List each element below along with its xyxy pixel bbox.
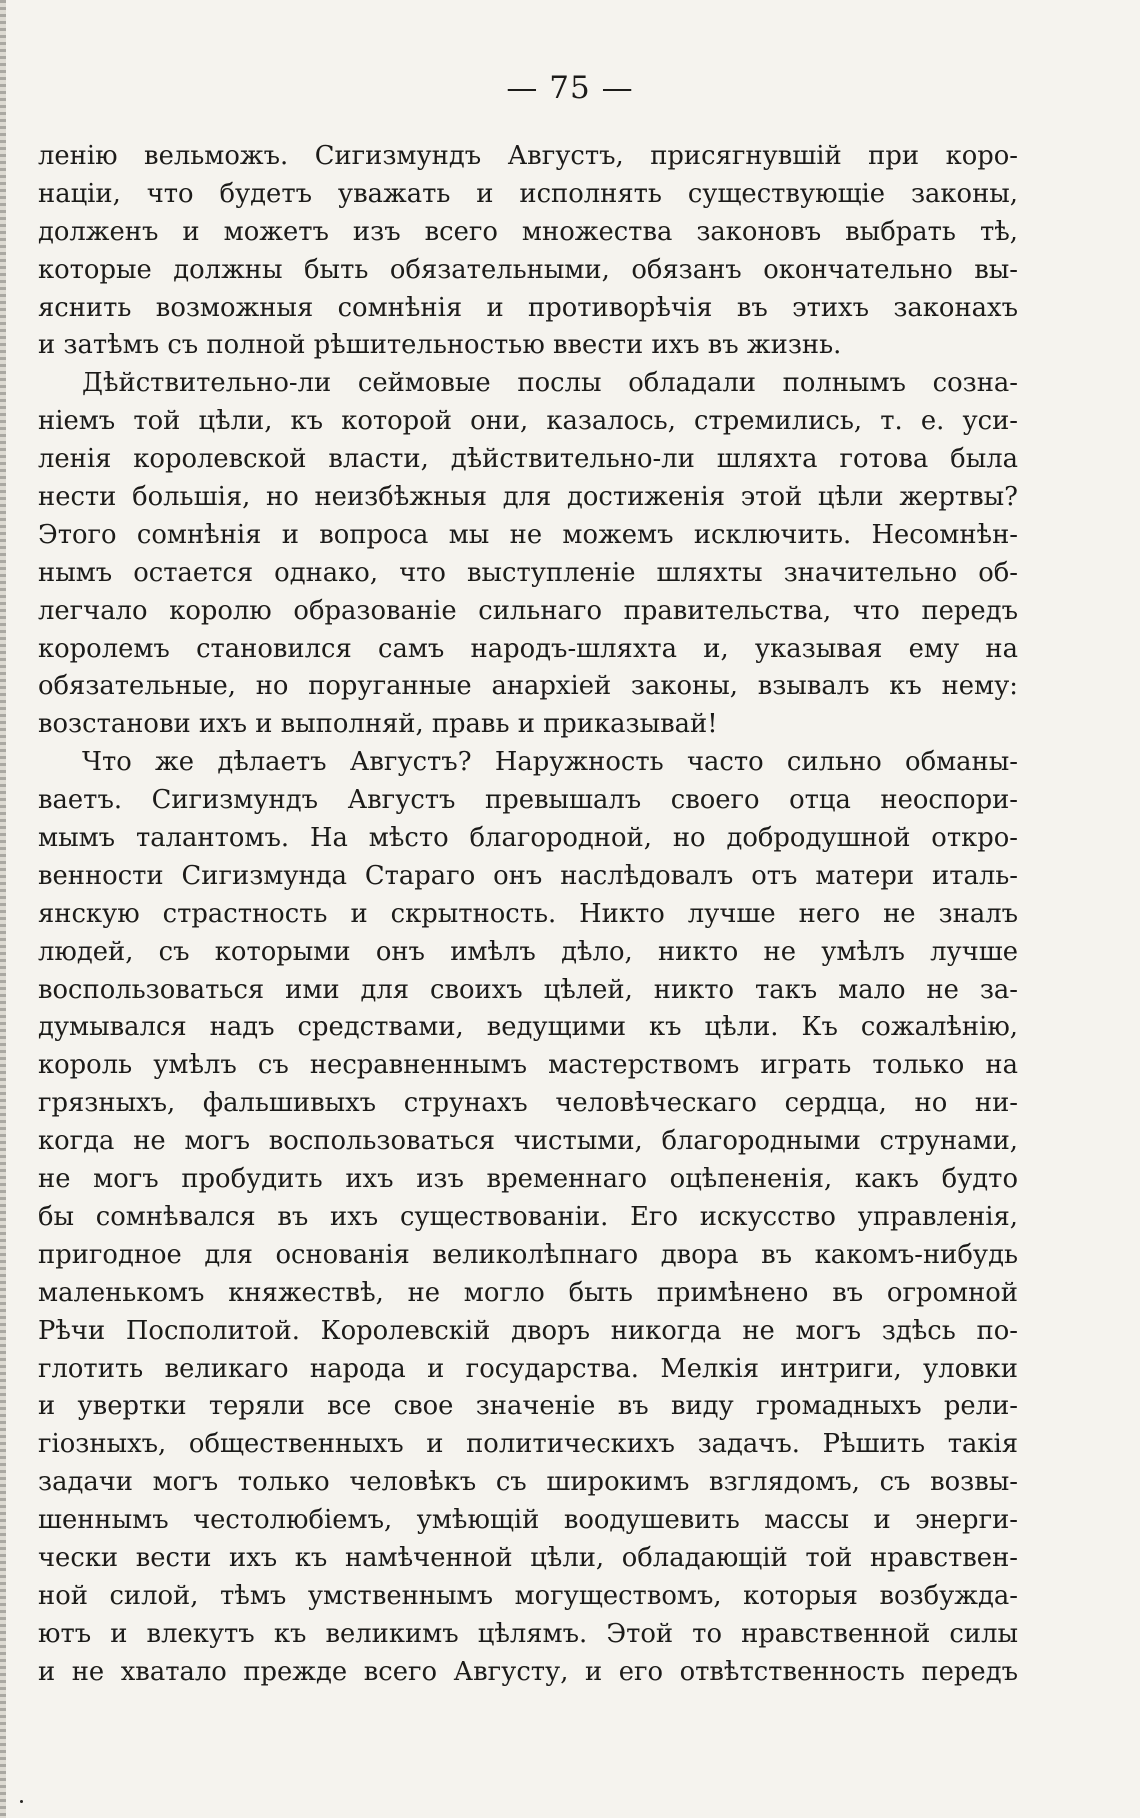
text-line: обязательные, но поруганные анархіей законы, взывалъ къ нему:	[38, 671, 1018, 702]
text-line: ленія королевской власти, дѣйствительно-ли шляхта готова была	[38, 444, 1018, 475]
text-line: и затѣмъ съ полной рѣшительностью ввести ихъ въ жизнь.	[38, 330, 842, 361]
text-line: думывался надъ средствами, ведущими къ цѣли. Къ сожалѣнію,	[38, 1012, 1018, 1043]
text-line: воспользоваться ими для своихъ цѣлей, никто такъ мало не за-	[38, 974, 1018, 1005]
text-line: долженъ и можетъ изъ всего множества законовъ выбрать тѣ,	[38, 216, 1018, 247]
text-line: мымъ талантомъ. На мѣсто благородной, но добродушной откро-	[38, 823, 1018, 854]
text-line: и увертки теряли все свое значеніе въ виду громадныхъ рели-	[38, 1391, 1018, 1422]
text-line: король умѣлъ съ несравненнымъ мастерствомъ играть только на	[38, 1050, 1018, 1081]
text-line: янскую страстность и скрытность. Никто лучше него не зналъ	[38, 898, 1018, 929]
text-line: Что же дѣлаетъ Августъ? Наружность часто сильно обманы-	[82, 747, 1018, 778]
text-line: Рѣчи Посполитой. Королевскій дворъ никогда не могъ здѣсь по-	[38, 1315, 1018, 1346]
text-line: глотить великаго народа и государства. Мелкія интриги, уловки	[38, 1353, 1018, 1384]
text-line: Этого сомнѣнія и вопроса мы не можемъ исключить. Несомнѣн-	[38, 519, 1018, 550]
text-line: націи, что будетъ уважать и исполнять существующіе законы,	[38, 178, 1018, 209]
text-line: не могъ пробудить ихъ изъ временнаго оцѣпененія, какъ будто	[38, 1164, 1018, 1195]
text-line: которые должны быть обязательными, обязанъ окончательно вы-	[38, 254, 1018, 285]
text-line: ваетъ. Сигизмундъ Августъ превышалъ своего отца неоспори-	[38, 785, 1018, 816]
text-line: грязныхъ, фальшивыхъ струнахъ человѣческаго сердца, но ни-	[38, 1088, 1018, 1119]
text-line: легчало королю образованіе сильнаго правительства, что передъ	[38, 595, 1018, 626]
text-line: яснить возможныя сомнѣнія и противорѣчія въ этихъ законахъ	[38, 292, 1018, 323]
text-line: Дѣйствительно-ли сеймовые послы обладали полнымъ созна-	[82, 368, 1018, 399]
text-line: нымъ остается однако, что выступленіе шляхты значительно об-	[38, 557, 1018, 588]
text-line: и не хватало прежде всего Августу, и его отвѣтственность передъ	[38, 1656, 1018, 1687]
text-line: ютъ и влекутъ къ великимъ цѣлямъ. Этой то нравственной силы	[38, 1618, 1018, 1649]
text-line: нести большія, но неизбѣжныя для достиженія этой цѣли жертвы?	[38, 482, 1018, 513]
text-line: шеннымъ честолюбіемъ, умѣющій воодушевить массы и энерги-	[38, 1505, 1018, 1536]
ink-speck	[20, 1800, 23, 1803]
text-line: маленькомъ княжествѣ, не могло быть примѣнено въ огромной	[38, 1277, 1018, 1308]
body-text	[38, 138, 1018, 1692]
text-line: гіозныхъ, общественныхъ и политическихъ задачъ. Рѣшить такія	[38, 1429, 1018, 1460]
text-line: пригодное для основанія великолѣпнаго двора въ какомъ-нибудь	[38, 1239, 1018, 1270]
text-line: людей, съ которыми онъ имѣлъ дѣло, никто не умѣлъ лучше	[38, 936, 1018, 967]
text-line: возстанови ихъ и выполняй, правь и приказывай!	[38, 709, 718, 740]
text-line: чески вести ихъ къ намѣченной цѣли, обладающій той нравствен-	[38, 1542, 1018, 1573]
text-line: королемъ становился самъ народъ-шляхта и, указывая ему на	[38, 633, 1018, 664]
text-line: ной силой, тѣмъ умственнымъ могуществомъ, которыя возбужда-	[38, 1580, 1018, 1611]
page-binding-edge	[0, 0, 6, 1818]
text-line: когда не могъ воспользоваться чистыми, благородными струнами,	[38, 1126, 1018, 1157]
text-line: ніемъ той цѣли, къ которой они, казалось, стремились, т. е. уси-	[38, 406, 1018, 437]
text-line: задачи могъ только человѣкъ съ широкимъ взглядомъ, съ возвы-	[38, 1467, 1018, 1498]
text-line: венности Сигизмунда Стараго онъ наслѣдовалъ отъ матери италь-	[38, 860, 1018, 891]
text-line: бы сомнѣвался въ ихъ существованіи. Его искусство управленія,	[38, 1201, 1018, 1232]
text-line: ленію вельможъ. Сигизмундъ Августъ, присягнувшій при коро-	[38, 141, 1018, 171]
page-number: — 75 —	[506, 70, 634, 106]
